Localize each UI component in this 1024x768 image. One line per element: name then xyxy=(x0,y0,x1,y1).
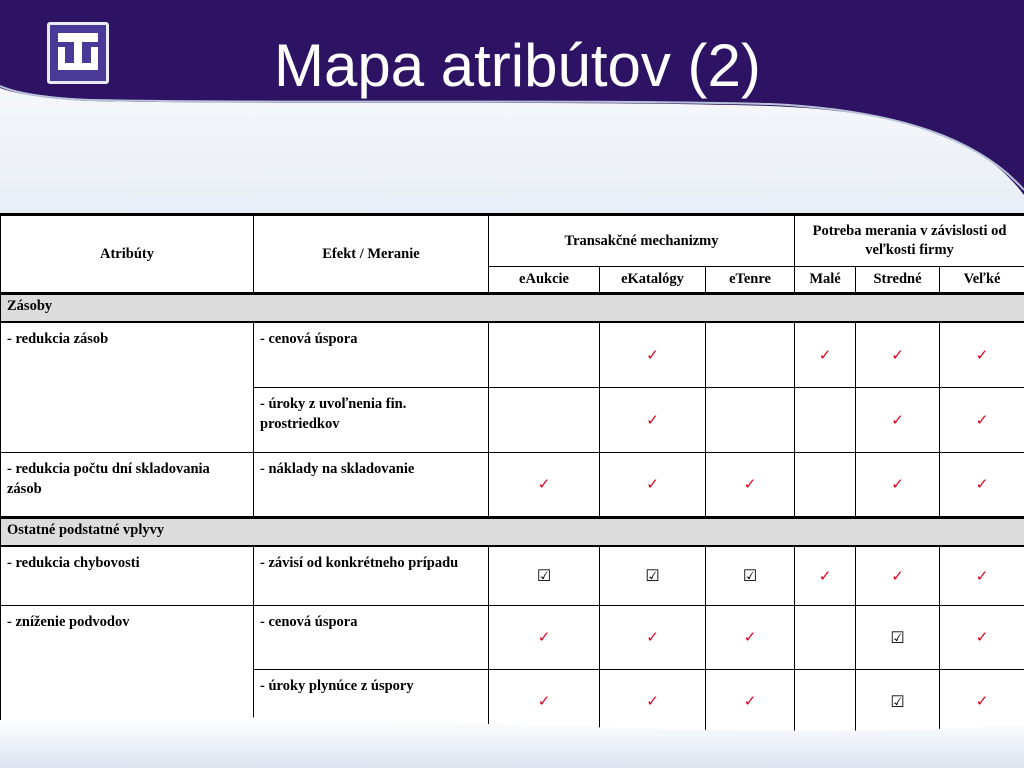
attribute-cell: - redukcia zásob xyxy=(1,322,254,453)
table-row xyxy=(1,322,1024,388)
attribute-cell: - redukcia chybovosti xyxy=(1,546,254,606)
empty-cell xyxy=(795,453,856,518)
checkmark-icon: ✓ xyxy=(940,606,1024,670)
empty-cell xyxy=(489,388,600,453)
checkmark-icon: ✓ xyxy=(489,670,600,735)
header-etenre: eTenre xyxy=(706,267,795,294)
checkmark-icon: ✓ xyxy=(706,453,795,518)
table-row xyxy=(1,606,1024,670)
header-size: Potreba merania v závislosti od veľkosti firmy xyxy=(795,215,1024,267)
empty-cell xyxy=(489,322,600,388)
checkmark-icon: ✓ xyxy=(600,388,706,453)
checked-box-icon: ☑ xyxy=(706,546,795,606)
effect-cell: - cenová úspora xyxy=(254,606,489,670)
header-attributes: Atribúty xyxy=(1,215,254,294)
empty-cell xyxy=(795,388,856,453)
empty-cell xyxy=(795,606,856,670)
checkmark-icon: ✓ xyxy=(940,546,1024,606)
table-row xyxy=(1,546,1024,606)
checkmark-icon: ✓ xyxy=(856,322,940,388)
checkmark-icon: ✓ xyxy=(795,322,856,388)
attribute-map-table xyxy=(0,213,1024,736)
slide-title: Mapa atribútov (2) xyxy=(274,32,761,99)
checkmark-icon: ✓ xyxy=(940,322,1024,388)
checkmark-icon: ✓ xyxy=(940,670,1024,735)
checkmark-icon: ✓ xyxy=(706,670,795,735)
header-transactions: Transakčné mechanizmy xyxy=(489,215,795,267)
effect-cell: - náklady na skladovanie xyxy=(254,453,489,518)
university-logo xyxy=(47,22,109,84)
header-velke: Veľké xyxy=(940,267,1024,294)
header-eaukcie: eAukcie xyxy=(489,267,600,294)
effect-cell: - závisí od konkrétneho prípadu xyxy=(254,546,489,606)
checkmark-icon: ✓ xyxy=(600,606,706,670)
header-ekatalogy: eKatalógy xyxy=(600,267,706,294)
empty-cell xyxy=(706,388,795,453)
section-label: Zásoby xyxy=(1,294,1024,323)
checkmark-icon: ✓ xyxy=(600,670,706,735)
section-row xyxy=(1,294,1024,323)
effect-cell: - cenová úspora xyxy=(254,322,489,388)
header-effect: Efekt / Meranie xyxy=(254,215,489,294)
header-male: Malé xyxy=(795,267,856,294)
table-row xyxy=(1,453,1024,518)
checkmark-icon: ✓ xyxy=(600,322,706,388)
checkmark-icon: ✓ xyxy=(600,453,706,518)
checkmark-icon: ✓ xyxy=(856,453,940,518)
effect-cell: - úroky z uvoľnenia fin. prostriedkov xyxy=(254,388,489,453)
section-row xyxy=(1,518,1024,547)
checked-box-icon: ☑ xyxy=(856,670,940,735)
logo-emblem-icon xyxy=(50,25,106,81)
footer-background xyxy=(0,700,1024,768)
checked-box-icon: ☑ xyxy=(856,606,940,670)
checkmark-icon: ✓ xyxy=(706,606,795,670)
section-label: Ostatné podstatné vplyvy xyxy=(1,518,1024,547)
checkmark-icon: ✓ xyxy=(489,453,600,518)
checked-box-icon: ☑ xyxy=(600,546,706,606)
checkmark-icon: ✓ xyxy=(940,453,1024,518)
attribute-cell: - redukcia počtu dní skladovania zásob xyxy=(1,453,254,518)
empty-cell xyxy=(706,322,795,388)
checkmark-icon: ✓ xyxy=(795,546,856,606)
header-stredne: Stredné xyxy=(856,267,940,294)
checked-box-icon: ☑ xyxy=(489,546,600,606)
checkmark-icon: ✓ xyxy=(856,546,940,606)
checkmark-icon: ✓ xyxy=(489,606,600,670)
attribute-cell: - zníženie podvodov xyxy=(1,606,254,735)
checkmark-icon: ✓ xyxy=(856,388,940,453)
effect-cell: - úroky plynúce z úspory xyxy=(254,670,489,735)
checkmark-icon: ✓ xyxy=(940,388,1024,453)
